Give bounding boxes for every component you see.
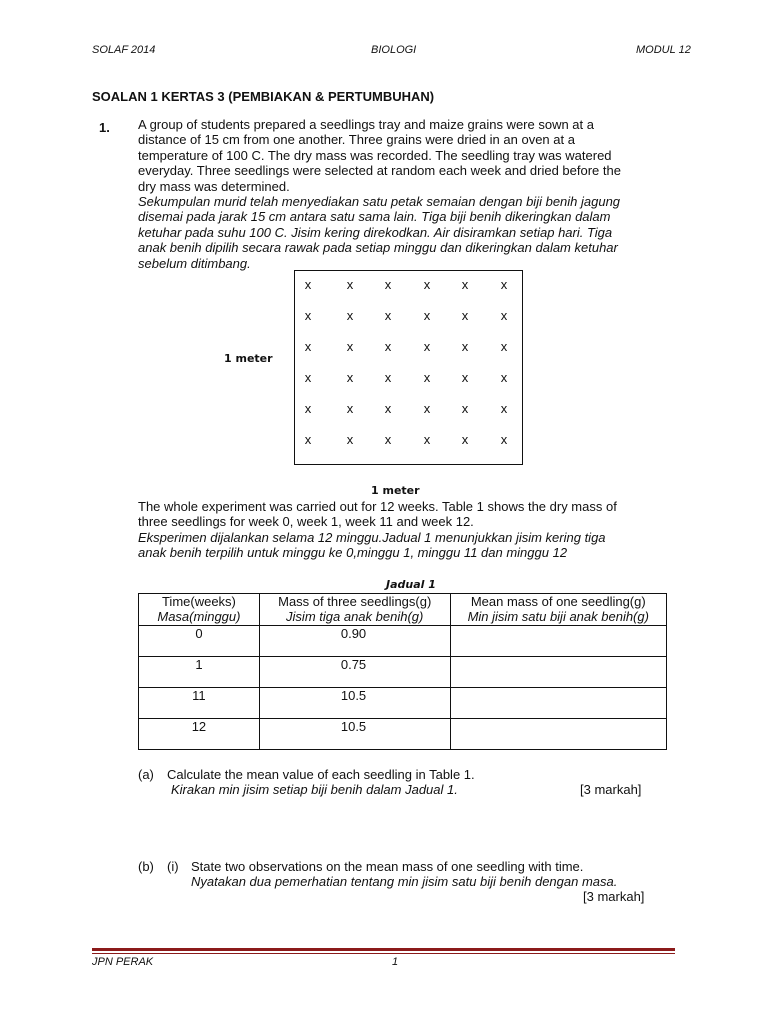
mean-cell[interactable] bbox=[450, 688, 666, 719]
experiment-english bbox=[138, 499, 678, 530]
seedling-mark: x bbox=[304, 401, 312, 416]
seedling-mark: x bbox=[423, 339, 431, 354]
table-row bbox=[139, 657, 667, 688]
seedling-mark: x bbox=[304, 277, 312, 292]
intro-ms-line: Sekumpulan murid telah menyediakan satu petak semaian dengan biji benih jagung bbox=[138, 194, 621, 209]
mean-cell[interactable] bbox=[450, 657, 666, 688]
seedling-mark: x bbox=[346, 277, 354, 292]
side-meter-label: 1 meter bbox=[224, 352, 273, 365]
column-header-time bbox=[139, 594, 260, 626]
seedling-mark: x bbox=[423, 401, 431, 416]
experiment-en-line: three seedlings for week 0, week 1, week 11 and week 12. bbox=[138, 514, 474, 530]
seedling-mark: x bbox=[500, 401, 508, 416]
page-title: SOALAN 1 KERTAS 3 (PEMBIAKAN & PERTUMBUHAN) bbox=[92, 89, 435, 104]
page-number: 1 bbox=[392, 956, 399, 968]
table-row bbox=[139, 688, 667, 719]
intro-en-line: A group of students prepared a seedlings tray and maize grains were sown at a bbox=[138, 117, 594, 132]
seedling-mark: x bbox=[500, 339, 508, 354]
header-right: MODUL 12 bbox=[636, 44, 691, 56]
table-caption: Jadual 1 bbox=[386, 578, 436, 591]
seedling-mark: x bbox=[304, 432, 312, 447]
intro-en-line: everyday. Three seedlings were selected at random each week and dried before the bbox=[138, 163, 621, 179]
table-row bbox=[139, 719, 667, 750]
data-table bbox=[138, 593, 667, 750]
question-a-english: Calculate the mean value of each seedling in Table 1. bbox=[167, 767, 475, 782]
footer-rule bbox=[92, 948, 675, 951]
seedling-mark: x bbox=[304, 339, 312, 354]
seedling-mark: x bbox=[384, 432, 392, 447]
intro-ms-line: sebelum ditimbang. bbox=[138, 255, 251, 271]
seedling-mark: x bbox=[384, 339, 392, 354]
time-cell: 1 bbox=[139, 657, 260, 688]
intro-en-line: temperature of 100 C. The dry mass was recorded. The seedling tray was watered bbox=[138, 147, 612, 163]
intro-ms-line: anak benih dipilih secara rawak pada setiap minggu dan dikeringkan dalam ketuhar bbox=[138, 240, 618, 256]
question-b-sub-label: (i) bbox=[167, 859, 179, 874]
seedling-mark: x bbox=[461, 339, 469, 354]
seedling-mark: x bbox=[346, 401, 354, 416]
seedling-mark: x bbox=[461, 401, 469, 416]
question-a-malay: Kirakan min jisim setiap biji benih dalam Jadual 1. bbox=[171, 782, 458, 797]
time-cell: 0 bbox=[139, 626, 260, 657]
table-header-row bbox=[139, 594, 667, 626]
question-b-label: (b) bbox=[138, 859, 154, 874]
seedling-mark: x bbox=[500, 370, 508, 385]
intro-en-line: distance of 15 cm from one another. Three grains were dried in an oven at a bbox=[138, 132, 575, 148]
seedling-tray-diagram bbox=[294, 270, 523, 465]
seedling-mark: x bbox=[346, 370, 354, 385]
header-ms: Min jisim satu biji anak benih(g) bbox=[467, 609, 649, 624]
bottom-meter-label: 1 meter bbox=[371, 484, 420, 497]
seedling-mark: x bbox=[423, 308, 431, 323]
seedling-mark: x bbox=[500, 432, 508, 447]
header-center: BIOLOGI bbox=[371, 44, 417, 56]
seedling-mark: x bbox=[500, 308, 508, 323]
mass-cell: 10.5 bbox=[259, 688, 450, 719]
time-cell: 12 bbox=[139, 719, 260, 750]
seedling-mark: x bbox=[304, 308, 312, 323]
question-b-english: State two observations on the mean mass of one seedling with time. bbox=[191, 859, 584, 874]
time-cell: 11 bbox=[139, 688, 260, 719]
seedling-mark: x bbox=[423, 370, 431, 385]
experiment-ms-line: anak benih terpilih untuk minggu ke 0,minggu 1, minggu 11 dan minggu 12 bbox=[138, 545, 568, 561]
header-en: Mass of three seedlings(g) bbox=[278, 594, 432, 609]
mean-cell[interactable] bbox=[450, 626, 666, 657]
seedling-mark: x bbox=[461, 308, 469, 323]
table-row bbox=[139, 626, 667, 657]
intro-malay bbox=[138, 194, 678, 271]
header-ms: Masa(minggu) bbox=[157, 609, 241, 624]
seedling-mark: x bbox=[304, 370, 312, 385]
experiment-en-line: The whole experiment was carried out for 12 weeks. Table 1 shows the dry mass of bbox=[138, 499, 617, 514]
footer-rule-thin bbox=[92, 953, 675, 954]
seedling-mark: x bbox=[346, 432, 354, 447]
seedling-mark: x bbox=[423, 432, 431, 447]
mass-cell: 0.90 bbox=[259, 626, 450, 657]
question-b-malay: Nyatakan dua pemerhatian tentang min jisim satu biji benih dengan masa. bbox=[191, 874, 618, 889]
column-header-mass bbox=[259, 594, 450, 626]
seedling-mark: x bbox=[346, 308, 354, 323]
mean-cell[interactable] bbox=[450, 719, 666, 750]
seedling-mark: x bbox=[384, 308, 392, 323]
question-a-label: (a) bbox=[138, 767, 154, 782]
question-a-marks: [3 markah] bbox=[580, 782, 642, 797]
header-ms: Jisim tiga anak benih(g) bbox=[286, 609, 424, 624]
header-left: SOLAF 2014 bbox=[92, 44, 156, 56]
seedling-mark: x bbox=[346, 339, 354, 354]
seedling-mark: x bbox=[423, 277, 431, 292]
question-b-marks: [3 markah] bbox=[583, 889, 645, 904]
intro-ms-line: ketuhar pada suhu 100 C. Jisim kering direkodkan. Air disiramkan setiap hari. Tiga bbox=[138, 224, 613, 240]
intro-english bbox=[138, 117, 678, 194]
seedling-mark: x bbox=[384, 401, 392, 416]
experiment-malay bbox=[138, 530, 678, 561]
seedling-mark: x bbox=[384, 277, 392, 292]
seedling-mark: x bbox=[384, 370, 392, 385]
column-header-mean bbox=[450, 594, 666, 626]
question-number: 1. bbox=[99, 120, 110, 135]
intro-en-line: dry mass was determined. bbox=[138, 178, 290, 194]
mass-cell: 10.5 bbox=[259, 719, 450, 750]
mass-cell: 0.75 bbox=[259, 657, 450, 688]
seedling-mark: x bbox=[461, 277, 469, 292]
header-en: Mean mass of one seedling(g) bbox=[470, 594, 646, 609]
footer-left: JPN PERAK bbox=[92, 956, 154, 968]
seedling-mark: x bbox=[461, 370, 469, 385]
experiment-ms-line: Eksperimen dijalankan selama 12 minggu.Jadual 1 menunjukkan jisim kering tiga bbox=[138, 530, 606, 545]
seedling-mark: x bbox=[500, 277, 508, 292]
header-en: Time(weeks) bbox=[161, 594, 236, 609]
intro-ms-line: disemai pada jarak 15 cm antara satu sama lain. Tiga biji benih dikeringkan dalam bbox=[138, 209, 611, 225]
seedling-mark: x bbox=[461, 432, 469, 447]
